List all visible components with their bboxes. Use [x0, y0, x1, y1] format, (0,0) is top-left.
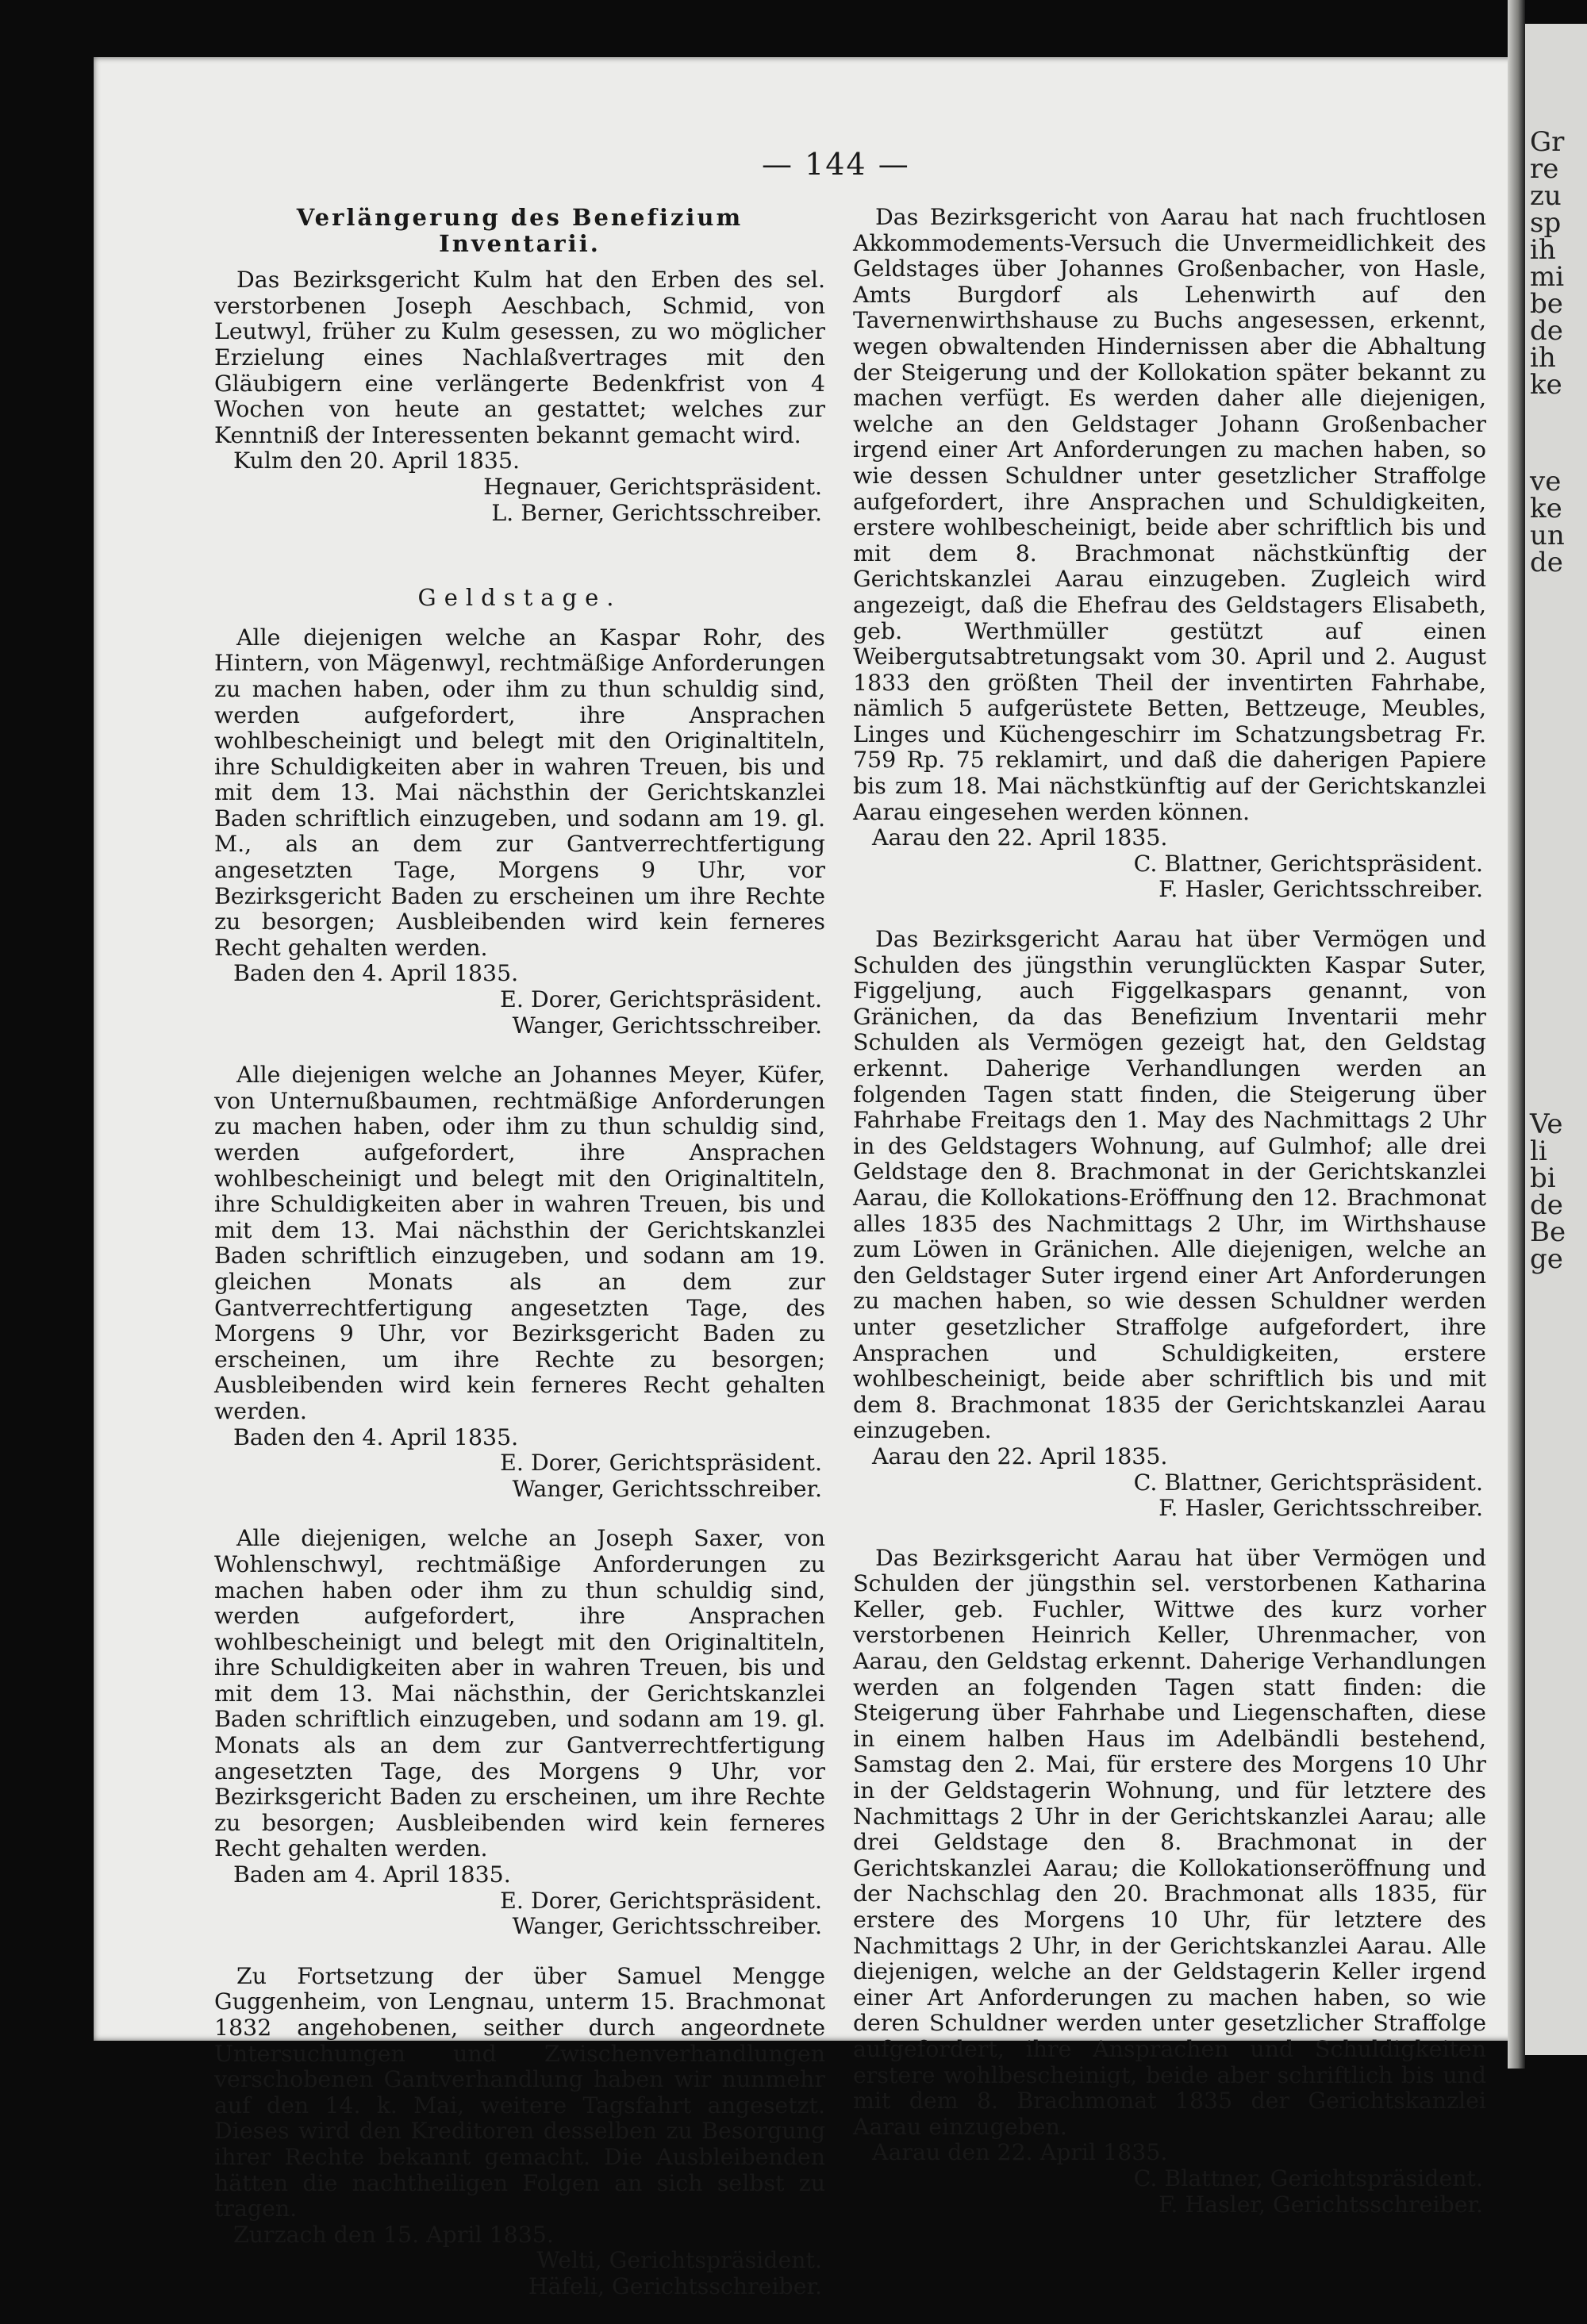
- signature-president: E. Dorer, Gerichtspräsident.: [500, 986, 822, 1013]
- signature-clerk: F. Hasler, Gerichtsschreiber.: [1159, 2191, 1483, 2218]
- next-page-fragment: bi: [1530, 1162, 1556, 1194]
- section-title-geldstage: Geldstage.: [417, 584, 622, 612]
- next-page-fragment: zu: [1530, 180, 1562, 212]
- signature-clerk: Wanger, Gerichtsschreiber.: [512, 1913, 822, 1940]
- signature-president: C. Blattner, Gerichtspräsident.: [1133, 1469, 1483, 1496]
- next-page-fragment: ih: [1530, 342, 1556, 374]
- next-page-fragment: ke: [1530, 493, 1562, 524]
- next-page-fragment: un: [1530, 520, 1565, 551]
- notice-dateline: Kulm den 20. April 1835.: [233, 448, 521, 474]
- signature-clerk: L. Berner, Gerichtsschreiber.: [491, 499, 822, 526]
- signature-clerk: F. Hasler, Gerichtsschreiber.: [1159, 1495, 1483, 1522]
- next-page-fragment: ke: [1530, 369, 1562, 401]
- notice-dateline: Baden den 4. April 1835.: [233, 960, 519, 987]
- notice-text: Alle diejenigen welche an Johannes Meyer, Küfer, von Unternußbaumen, rechtmäßige Anforderungen zu machen haben, oder ihm zu thun schuldig sind, werden aufgefordert, ihre Ansprachen wohlbescheinigt und belegt mit den Originaltiteln, ihre Schuldigkeiten aber in wahren Treuen, bis und mit dem 13. Mai nächsthin der Gerichtskanzlei Baden schriftlich einzugeben, und sodann am 19. gleichen Monats als an dem zur Gantverrechtfertigung angesetzten Tage, des Morgens 9 Uhr, vor Bezirksgericht Baden zu erscheinen, um ihre Rechte zu besorgen; Ausbleibenden wird kein ferneres Recht gehalten werden.: [214, 1062, 825, 1424]
- notice-dateline: Aarau den 22. April 1835.: [872, 2139, 1168, 2166]
- next-page-fragment: de: [1530, 1189, 1563, 1221]
- signature-president: E. Dorer, Gerichtspräsident.: [500, 1887, 822, 1914]
- next-page-fragment: ve: [1530, 466, 1562, 497]
- next-page-fragment: Ve: [1530, 1108, 1563, 1140]
- signature-president: C. Blattner, Gerichtspräsident.: [1133, 850, 1483, 877]
- notice-guggenheim: [214, 1964, 825, 2300]
- notice-meyer: [214, 1062, 825, 1502]
- page-number: — 144 —: [762, 147, 910, 182]
- signature-president: Hegnauer, Gerichtspräsident.: [483, 473, 822, 500]
- notice-text: Das Bezirksgericht Aarau hat über Vermögen und Schulden des jüngsthin verunglückten Kaspar Suter, Figgeljung, auch Figgelkaspars genannt, von Gränichen, da das Benefizium Inventarii mehr Schulden als Vermögen gezeigt hat, den Geldstag erkennt. Daherige Verhandlungen werden an folgenden Tagen statt finden, die Steigerung über Fahrhabe Freitags den 1. May des Nachmittags 2 Uhr in des Geldstagers Wohnung, auf Gulmhof; alle drei Geldstage den 8. Brachmonat in der Gerichtskanzlei Aarau, die Kollokations-Eröffnung den 12. Brachmonat alles 1835 des Nachmittags 2 Uhr, im Wirthshause zum Löwen in Gränichen. Alle diejenigen, welche an den Geldstager Suter irgend einer Art Anforderungen zu machen haben, so wie dessen Schuldner werden unter gesetzlicher Straffolge aufgefordert, ihre Ansprachen und Schuldigkeiten, erstere wohlbescheinigt, beide aber schriftlich bis und mit dem 8. Brachmonat 1835 der Gerichtskanzlei Aarau einzugeben.: [853, 926, 1486, 1444]
- next-page-fragment: ih: [1530, 234, 1556, 266]
- next-page-fragment: mi: [1530, 261, 1565, 293]
- notice-grossenbacher: [853, 205, 1486, 903]
- notice-suter: [853, 927, 1486, 1522]
- next-page-fragment: sp: [1530, 207, 1562, 239]
- notice-keller: [853, 1546, 1486, 2218]
- next-page-fragment: Be: [1530, 1216, 1566, 1248]
- notice-text: Alle diejenigen welche an Kaspar Rohr, des Hintern, von Mägenwyl, rechtmäßige Anforderungen zu machen haben, oder ihm zu thun schuldig sind, werden aufgefordert, ihre Ansprachen wohlbescheinigt und belegt mit den Originaltiteln, ihre Schuldigkeiten aber in wahren Treuen, bis und mit dem 13. Mai nächsthin der Gerichtskanzlei Baden schriftlich einzugeben, und sodann am 19. gl. M., als an dem zur Gantverrechtfertigung angesetzten Tage, Morgens 9 Uhr, vor Bezirksgericht Baden zu erscheinen um ihre Rechte zu besorgen; Ausbleibenden wird kein ferneres Recht gehalten werden.: [214, 624, 825, 961]
- signature-president: Welti, Gerichtspräsident.: [536, 2247, 822, 2274]
- notice-text: Das Bezirksgericht Aarau hat über Vermögen und Schulden der jüngsthin sel. verstorbenen Katharina Keller, geb. Fuchler, Wittwe des kurz vorher verstorbenen Heinrich Keller, Uhrenmacher, von Aarau, den Geldstag erkennt. Daherige Verhandlungen werden an folgenden Tagen statt finden: die Steigerung über Fahrhabe und Liegenschaften, diese in einem halben Haus im Adelbändli bestehend, Samstag den 2. Mai, für erstere des Morgens 10 Uhr in der Geldstagerin Wohnung, und für letztere des Nachmittags 2 Uhr in der Gerichtskanzlei Aarau; alle drei Geldstage den 8. Brachmonat in der Gerichtskanzlei Aarau; die Kollokationseröffnung und der Nachschlag den 20. Brachmonat alls 1835, für erstere des Morgens 10 Uhr, für letztere des Nachmittags 2 Uhr, in der Gerichtskanzlei Aarau. Alle diejenigen, welche an der Geldstagerin Keller irgend einer Art Anforderungen zu machen haben, so wie deren Schuldner werden unter gesetzlicher Straffolge aufgefordert, ihre Ansprachen und Schuldigkeiten erstere wohlbescheinigt, beide aber schriftlich bis und mit dem 8. Brachmonat 1835 der Gerichtskanzlei Aarau einzugeben.: [853, 1544, 1486, 2140]
- adjacent-page-strip: [1525, 24, 1587, 2055]
- next-page-fragment: de: [1530, 547, 1563, 578]
- next-page-fragment: li: [1530, 1135, 1547, 1167]
- notice-dateline: Aarau den 22. April 1835.: [872, 824, 1168, 851]
- notice-text: Das Bezirksgericht von Aarau hat nach fruchtlosen Akkommodements-Versuch die Unvermeidlichkeit des Geldstages über Johannes Großenbacher, von Hasle, Amts Burgdorf als Lehenwirth auf den Tavernenwirthshause zu Buchs angesessen, erkennt, wegen obwaltenden Hindernissen aber die Abhaltung der Steigerung und der Kollokation später bekannt zu machen verfügt. Es werden daher alle diejenigen, welche an den Geldstager Johann Großenbacher irgend einer Art Anforderungen zu machen haben, so wie dessen Schuldner unter gesetzlicher Straffolge aufgefordert, ihre Ansprachen und Schuldigkeiten, erstere wohlbescheinigt, beide aber schriftlich bis und mit dem 8. Brachmonat nächstkünftig der Gerichtskanzlei Aarau einzugeben. Zugleich wird angezeigt, daß die Ehefrau des Geldstagers Elisabeth, geb. Werthmüller gestützt auf einen Weibergutsabtretungsakt vom 30. April und 2. August 1833 den größten Theil der inventirten Fahrhabe, nämlich 5 aufgerüstete Betten, Bettzeuge, Meubles, Linges und Küchengeschirr im Schatzungsbetrag Fr. 759 Rp. 75 reklamirt, und daß die daherigen Papiere bis zum 18. Mai nächstkünftig auf der Gerichtskanzlei Aarau eingesehen werden können.: [853, 204, 1486, 825]
- next-page-fragment: be: [1530, 288, 1563, 320]
- notice-kulm: [214, 267, 825, 526]
- notice-saxer: [214, 1526, 825, 1940]
- next-page-fragment: Gr: [1530, 126, 1565, 158]
- signature-clerk: F. Hasler, Gerichtsschreiber.: [1159, 876, 1483, 903]
- next-page-fragment: re: [1530, 153, 1559, 185]
- book-gutter: [1508, 0, 1525, 2069]
- notice-dateline: Baden den 4. April 1835.: [233, 1423, 519, 1450]
- notice-dateline: Zurzach den 15. April 1835.: [233, 2221, 554, 2248]
- signature-clerk: Wanger, Gerichtsschreiber.: [512, 1475, 822, 1502]
- signature-clerk: Wanger, Gerichtsschreiber.: [512, 1012, 822, 1039]
- signature-president: C. Blattner, Gerichtspräsident.: [1133, 2165, 1483, 2191]
- next-page-fragment: de: [1530, 315, 1563, 347]
- signature-president: E. Dorer, Gerichtspräsident.: [500, 1450, 822, 1477]
- signature-clerk: Häfeli, Gerichtsschreiber.: [528, 2272, 822, 2299]
- left-column: [214, 205, 825, 2324]
- next-page-fragment: ge: [1530, 1243, 1563, 1275]
- notice-text: Zu Fortsetzung der über Samuel Mengge Guggenheim, von Lengnau, unterm 15. Brachmonat 1832 angehobenen, seither durch angeordnete Untersuchungen und Zwischenverhandlungen verschobenen Gantverhandlung haben wir nunmehr auf den 14. k. Mai, weitere Tagsfahrt angesetzt. Dieses wird den Kreditoren desselben zu Besorgung ihrer Rechte bekannt gemacht. Die Ausbleibenden hätten die nachtheiligen Folgen an sich selbst zu tragen.: [214, 1962, 825, 2222]
- section-title-benefizium: Verlängerung des Benefizium Inventarii.: [296, 204, 744, 257]
- notice-text: Alle diejenigen, welche an Joseph Saxer, von Wohlenschwyl, rechtmäßige Anforderungen zu machen haben oder ihm zu thun schuldig sind, werden aufgefordert, ihre Ansprachen wohlbescheinigt und belegt mit den Originaltiteln, ihre Schuldigkeiten aber in wahren Treuen, bis und mit dem 13. Mai nächsthin, der Gerichtskanzlei Baden schriftlich einzugeben, und sodann am 19. gl. Monats als an dem zur Gantverrechtfertigung angesetzten Tage, des Morgens 9 Uhr, vor Bezirksgericht Baden zu erscheinen, um ihre Rechte zu besorgen; Ausbleibenden wird kein ferneres Recht gehalten werden.: [214, 1525, 825, 1862]
- notice-rohr: [214, 625, 825, 1039]
- notice-text: Das Bezirksgericht Kulm hat den Erben des sel. verstorbenen Joseph Aeschbach, Schmid, von Leutwyl, früher zu Kulm gesessen, zu wo möglicher Erzielung eines Nachlaßvertrages mit den Gläubigern eine verlängerte Bedenkfrist von 4 Wochen von heute an gestattet; welches zur Kenntniß der Interessenten bekannt gemacht wird.: [214, 267, 825, 448]
- notice-dateline: Baden am 4. April 1835.: [233, 1861, 511, 1888]
- right-column: [853, 205, 1486, 2241]
- notice-dateline: Aarau den 22. April 1835.: [872, 1442, 1168, 1469]
